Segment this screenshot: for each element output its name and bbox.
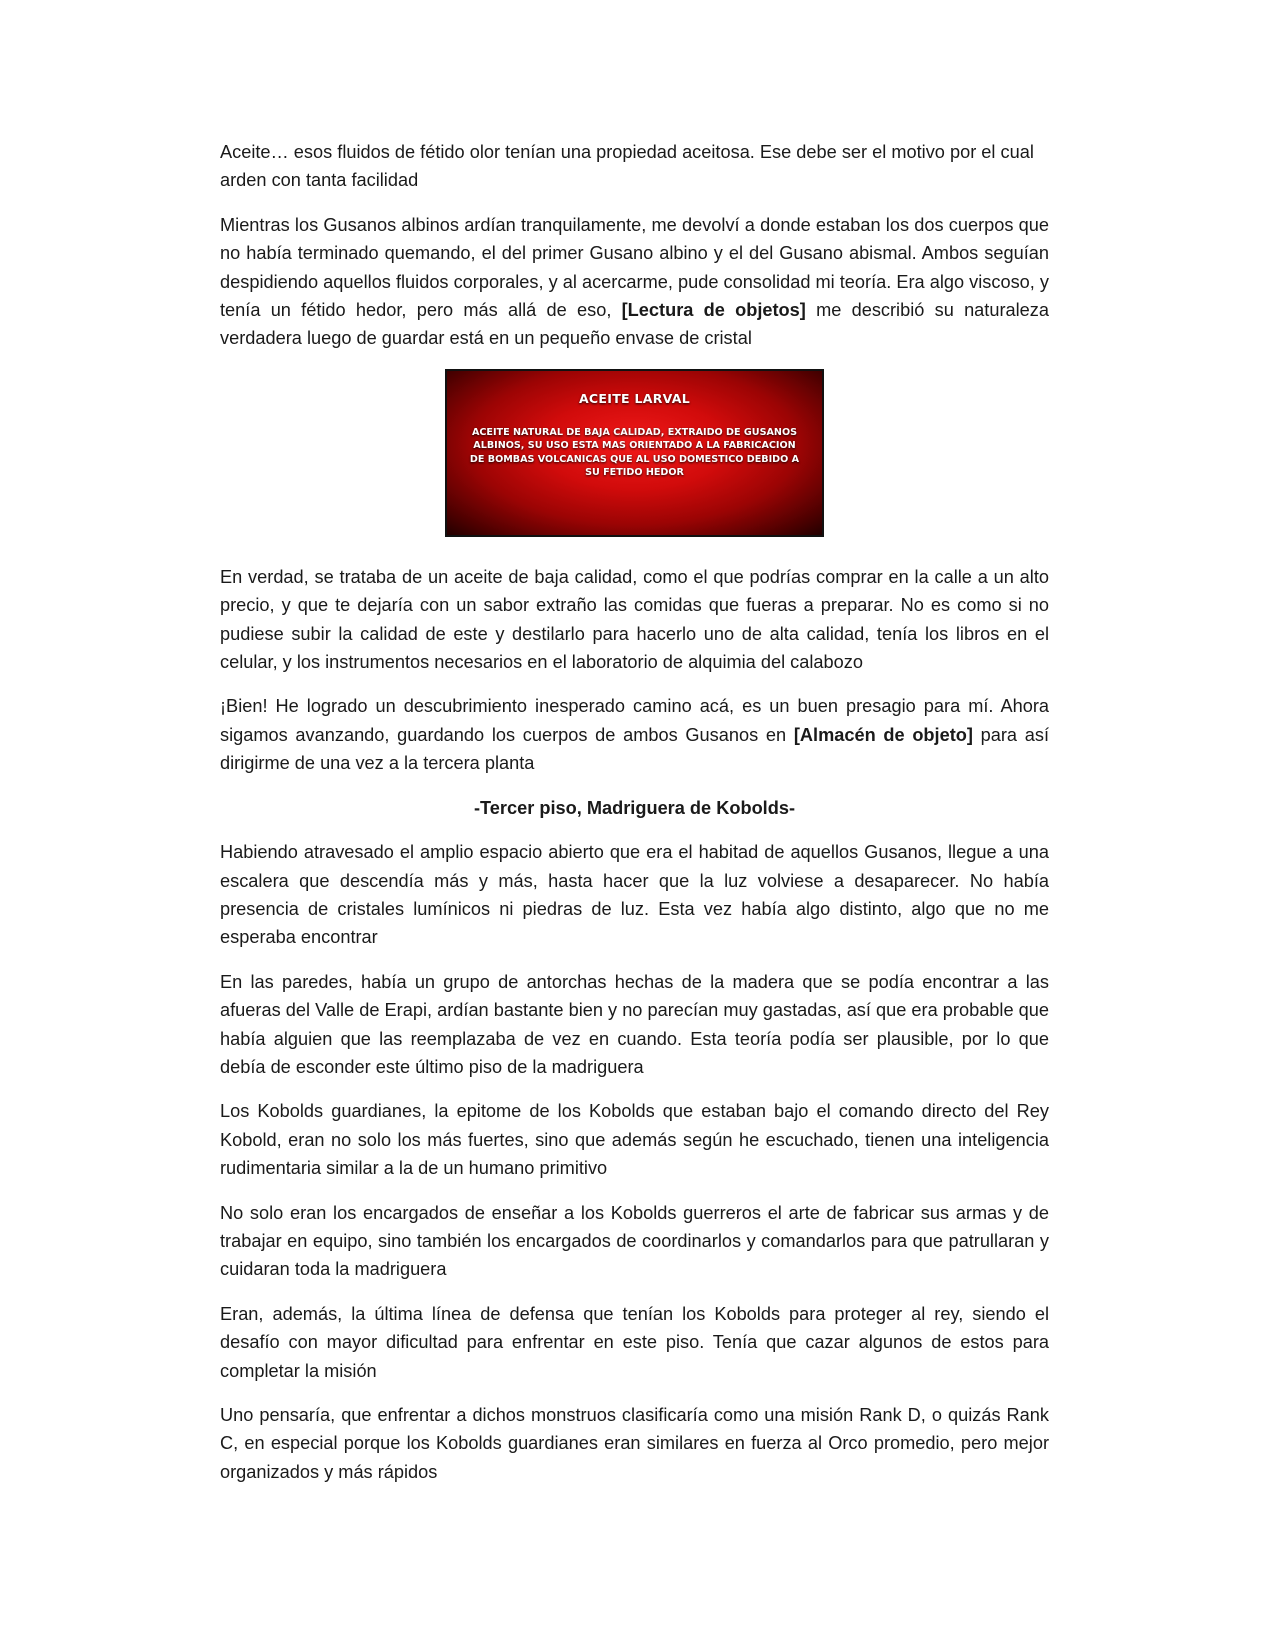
- paragraph-text: Los Kobolds guardianes, la epitome de los Kobolds que estaban bajo el comando directo del Rey Kobold, eran no solo los más fuertes, sino que además según he escuchado, tienen una inteligencia rudimentaria similar a la de un humano primitivo: [220, 1101, 1049, 1179]
- paragraph-text: Eran, además, la última línea de defensa que tenían los Kobolds para proteger al rey, siendo el desafío con mayor dificultad para enfrentar en este piso. Tenía que cazar algunos de estos para completar la misión: [220, 1303, 1049, 1381]
- skill-name-bold: [Almacén de objeto]: [793, 724, 973, 745]
- paragraph: [220, 563, 1049, 677]
- paragraph-text: para así dirigirme de una vez a la tercera planta: [220, 724, 1049, 774]
- item-info-card: [445, 369, 824, 537]
- paragraph-text: En las paredes, había un grupo de antorchas hechas de la madera que se podía encontrar a las afueras del Valle de Erapi, ardían bastante bien y no parecían muy gastadas, así que era probable que había alguien que las reemplazaba de vez en cuando. Esta teoría podía ser plausible, por lo que debía de esconder este último piso de la madriguera: [220, 971, 1049, 1077]
- paragraph: [220, 692, 1049, 777]
- paragraph-text: No solo eran los encargados de enseñar a los Kobolds guerreros el arte de fabricar sus armas y de trabajar en equipo, sino también los encargados de coordinarlos y comandarlos para que patrullaran y cuidaran toda la madriguera: [220, 1202, 1049, 1280]
- paragraph: [220, 138, 1049, 195]
- paragraph: [220, 211, 1049, 353]
- paragraph: [220, 838, 1049, 952]
- item-card-container: [220, 369, 1049, 537]
- paragraph: [220, 1401, 1049, 1486]
- paragraph: [220, 1199, 1049, 1284]
- paragraph: [220, 1300, 1049, 1385]
- paragraph-text: Mientras los Gusanos albinos ardían tranquilamente, me devolví a donde estaban los dos cuerpos que no había terminado quemando, el del primer Gusano albino y el del Gusano abismal. Ambos seguían despidiendo aquellos fluidos corporales, y al acercarme, pude consolidad mi teoría. Era algo viscoso, y tenía un fétido hedor, pero más allá de eso,: [220, 214, 1049, 321]
- paragraph: [220, 968, 1049, 1082]
- paragraph-text: me describió su naturaleza verdadera luego de guardar está en un pequeño envase de cristal: [220, 300, 1050, 349]
- paragraph-text: ¡Bien! He logrado un descubrimiento inesperado camino acá, es un buen presagio para mí. Ahora sigamos avanzando, guardando los cuerpos de ambos Gusanos en: [220, 696, 1049, 745]
- paragraph-text: En verdad, se trataba de un aceite de baja calidad, como el que podrías comprar en la calle a un alto precio, y que te dejaría con un sabor extraño las comidas que fueras a preparar. No es como si no pudiese subir la calidad de este y destilarlo para hacerlo uno de alta calidad, tenía los libros en el celular, y los instrumentos necesarios en el laboratorio de alquimia del calabozo: [220, 566, 1049, 673]
- paragraph-text: Habiendo atravesado el amplio espacio abierto que era el habitad de aquellos Gusanos, llegue a una escalera que descendía más y más, hasta hacer que la luz volviese a desaparecer. No había presencia de cristales lumínicos ni piedras de luz. Esta vez había algo distinto, algo que no me esperaba encontrar: [220, 842, 1049, 948]
- item-card-title: ACEITE LARVAL: [578, 390, 691, 406]
- section-heading: -Tercer piso, Madriguera de Kobolds-: [473, 797, 796, 818]
- skill-name-bold: [Lectura de objetos]: [621, 300, 806, 321]
- item-card-description: ACEITE NATURAL DE BAJA CALIDAD, EXTRAIDO DE GUSANOS ALBINOS, SU USO ESTA MAS ORIENTADO A LA FABRICACION DE BOMBAS VOLCANICAS QUE AL USO DOMESTICO DEBIDO A SU FETIDO HEDOR: [469, 426, 800, 479]
- document-page: [220, 138, 1049, 1502]
- paragraph-text: Uno pensaría, que enfrentar a dichos monstruos clasificaría como una misión Rank D, o quizás Rank C, en especial porque los Kobolds guardianes eran similares en fuerza al Orco promedio, pero mejor organizados y más rápidos: [220, 1405, 1049, 1482]
- paragraph: [220, 1097, 1049, 1182]
- paragraph-text: Aceite… esos fluidos de fétido olor tenían una propiedad aceitosa. Ese debe ser el motivo por el cual arden con tanta facilidad: [220, 142, 1034, 191]
